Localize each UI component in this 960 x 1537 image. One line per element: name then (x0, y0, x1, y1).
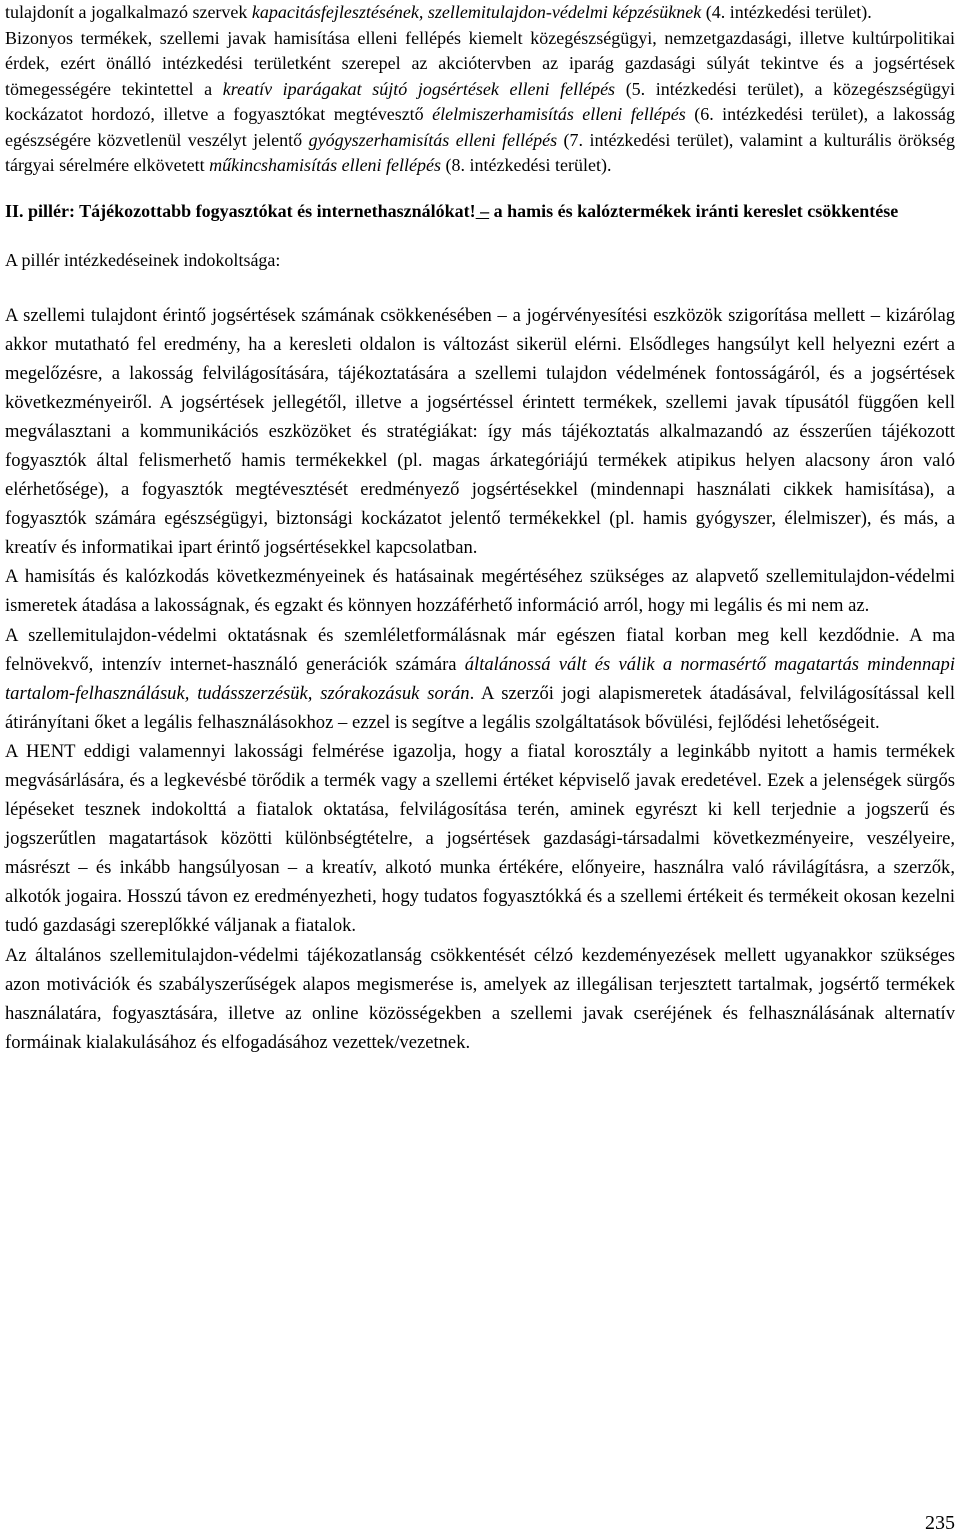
emphasis: kreatív iparágakat sújtó jogsértések elleni fellépés (222, 78, 616, 99)
page-number: 235 (925, 1512, 955, 1534)
emphasis: élelmiszerhamisítás elleni fellépés (432, 104, 686, 124)
body-paragraph-4: A HENT eddigi valamennyi lakossági felmérése igazolja, hogy a fiatal korosztály a leginkább nyitott a hamis termékek megvásárlására, és a legkevésbé törődik a termék vagy a szellemi értéket képviselő javak eredetével. Ezek a jelenségek sürgős lépéseket tesznek indokolttá a fiatalok oktatása, felvilágosítása terén, aminek egyrészt ki kell terjednie a jogszerű és jogszerűtlen magatartások közötti különbségtételre, a jogsértések gazdasági-társadalmi következményeire, veszélyeire, másrészt – és inkább hangsúlyosan – a kreatív, alkotó munka értékére, előnyeire, használra való rávilágításra, a szerzők, alkotók jogaira. Hosszú távon ez eredményezheti, hogy tudatos fogyasztókká és a szellemi értékeit és termékeit okosan kezelni tudó gazdasági szereplőkké váljanak a fiatalok. (5, 740, 955, 937)
emphasis: általánossá vált és válik a normasértő magatartás mindennapi tartalom-felhasználásuk, tudásszerzésük, szórakozásuk során (5, 653, 956, 704)
subheading: A pillér intézkedéseinek indokoltsága: (5, 250, 281, 270)
intro-paragraph-1: tulajdonít a jogalkalmazó szervek kapacitásfejlesztésének, szellemitulajdon-védelmi képzésüknek (4. intézkedési terület). (5, 2, 872, 22)
body-section (5, 301, 955, 1057)
emphasis: kapacitásfejlesztésének, szellemitulajdon-védelmi képzésüknek (251, 2, 702, 22)
intro-paragraph-2: Bizonyos termékek, szellemi javak hamisítása elleni fellépés kiemelt közegészségügyi, nemzetgazdasági, illetve kultúrpolitikai érdek, ezért önálló intézkedési területként szerepel az akciótervben az iparág gazdasági súlyát tekintve és a jogsértések tömegességére tekintettel a kreatív iparágakat sújtó jogsértések elleni fellépés (5. intézkedési terület), a közegészségügyi kockázatot hordozó, illetve a fogyasztókat megtévesztő élelmiszerhamisítás elleni fellépés (6. intézkedési terület), a lakosság egészségére közvetlenül veszélyt jelentő gyógyszerhamisítás elleni fellépés (7. intézkedési terület), valamint a kulturális örökség tárgyai sérelmére elkövetett műkincshamisítás elleni fellépés (8. intézkedési terület). (5, 27, 956, 175)
body-paragraph-1: A szellemi tulajdont érintő jogsértések számának csökkenésében – a jogérvényesítési eszközök szigorítása mellett – kizárólag akkor mutatható fel eredmény, ha a keresleti oldalon is változást sikerül elérni. Elsődleges hangsúlyt kell helyezni ezért a megelőzésre, a lakosság felvilágosítására, tájékoztatására a szellemi tulajdon védelmének fontosságáról, és a jogsértések következményeiről. A jogsértések jellegétől, illetve a jogsértéssel érintett termékek, szellemi javak típusától függően kell megválasztani a kommunikációs eszközöket és stratégiákat: így más tájékoztatás alkalmazandó az ésszerűen tájékozott fogyasztók által felismerhető hamis termékekkel (pl. magas árkategóriájú termékek atipikus helyen alacsony áron való elérhetősége), a fogyasztók megtévesztését eredményező jogsértésekkel (mindennapi használati cikkek hamisítása), a fogyasztók számára egészségügyi, biztonsági kockázatot jelentő termékekkel (pl. hamis gyógyszer, élelmiszer), és más, a kreatív és informatikai ipart érintő jogsértésekkel kapcsolatban. (5, 304, 955, 559)
emphasis: műkincshamisítás elleni fellépés (209, 155, 442, 175)
emphasis: gyógyszerhamisítás elleni fellépés (308, 129, 558, 150)
body-paragraph-5: Az általános szellemitulajdon-védelmi tájékozatlanság csökkentését célzó kezdeményezések mellett ugyanakkor szükséges azon motivációk és szabályszerűségek alapos megismerése is, amelyek az illegálisan terjesztett tartalmak, jogsértő termékek használatára, fogyasztására, illetve az online közösségekben a szellemi javak cseréjének és felhasználásának alternatív formáinak kialakulásához és elfogadásához vezettek/vezetnek. (5, 944, 955, 1053)
document-page (5, 0, 955, 1057)
intro-section (5, 0, 955, 179)
body-paragraph-3: A szellemitulajdon-védelmi oktatásnak és szemléletformálásnak már egészen fiatal korban meg kell kezdődnie. A ma felnövekvő, intenzív internet-használó generációk számára általánossá vált és válik a normasértő magatartás mindennapi tartalom-felhasználásuk, tudásszerzésük, szórakozásuk során. A szerzői jogi alapismeretek átadásával, felvilágosítással kell átirányítani őket a legális felhasználásokhoz – ezzel is segítve a legális szolgáltatások bővülési, fejlődési lehetőségeit. (5, 624, 956, 733)
body-paragraph-2: A hamisítás és kalózkodás következményeinek és hatásainak megértéséhez szükséges az alapvető szellemitulajdon-védelmi ismeretek átadása a lakosságnak, és egzakt és könnyen hozzáférhető információ arról, hogy mi legális és mi nem az. (5, 566, 955, 617)
section-heading: II. pillér: Tájékozottabb fogyasztókat és internethasználókat! – a hamis és kalóztermékek iránti kereslet csökkentése (5, 200, 899, 221)
